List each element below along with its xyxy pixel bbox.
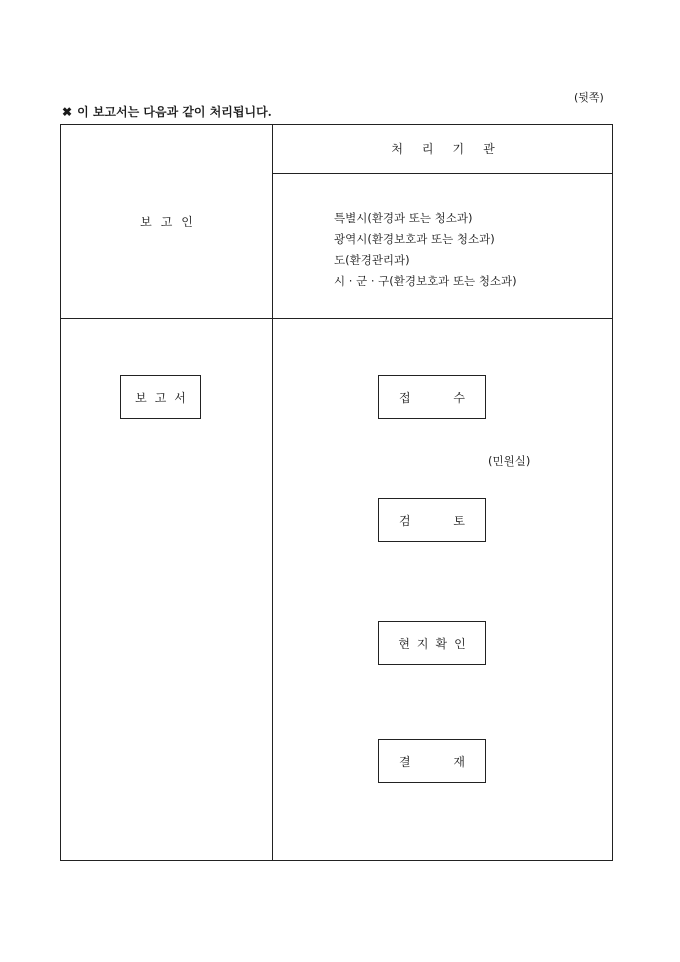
back-page-label: (뒷쪽) <box>574 91 604 104</box>
agency-item: 광역시(환경보호과 또는 청소과) <box>334 232 495 246</box>
header-row-divider <box>272 173 613 174</box>
agency-item: 특별시(환경과 또는 청소과) <box>334 211 473 225</box>
step-approval-char-1: 결 <box>399 754 411 769</box>
report-box: 보고서 <box>120 375 201 419</box>
step-receipt-box <box>378 375 486 419</box>
step-review-char-2: 토 <box>453 513 465 528</box>
step-receipt-char-2: 수 <box>453 390 465 405</box>
civil-office-label: (민원실) <box>488 454 531 468</box>
step-review-char-1: 검 <box>399 513 411 528</box>
section-row-divider <box>60 318 613 319</box>
step-site-check-box: 현지확인 <box>378 621 486 665</box>
agency-list <box>334 208 517 292</box>
step-review-box <box>378 498 486 542</box>
reporter-label: 보고인 <box>140 214 202 229</box>
processing-notice-heading <box>62 103 272 120</box>
cross-mark-icon: ✖ <box>62 105 73 119</box>
step-approval-char-2: 재 <box>453 754 465 769</box>
table-column-divider <box>272 124 273 861</box>
agency-item: 시 · 군 · 구(환경보호과 또는 청소과) <box>334 274 517 288</box>
agency-item: 도(환경관리과) <box>334 253 410 267</box>
step-receipt-char-1: 접 <box>399 390 411 405</box>
step-approval-box <box>378 739 486 783</box>
heading-text: 이 보고서는 다음과 같이 처리됩니다. <box>77 105 272 119</box>
processing-agency-header: 처리기관 <box>391 142 514 156</box>
